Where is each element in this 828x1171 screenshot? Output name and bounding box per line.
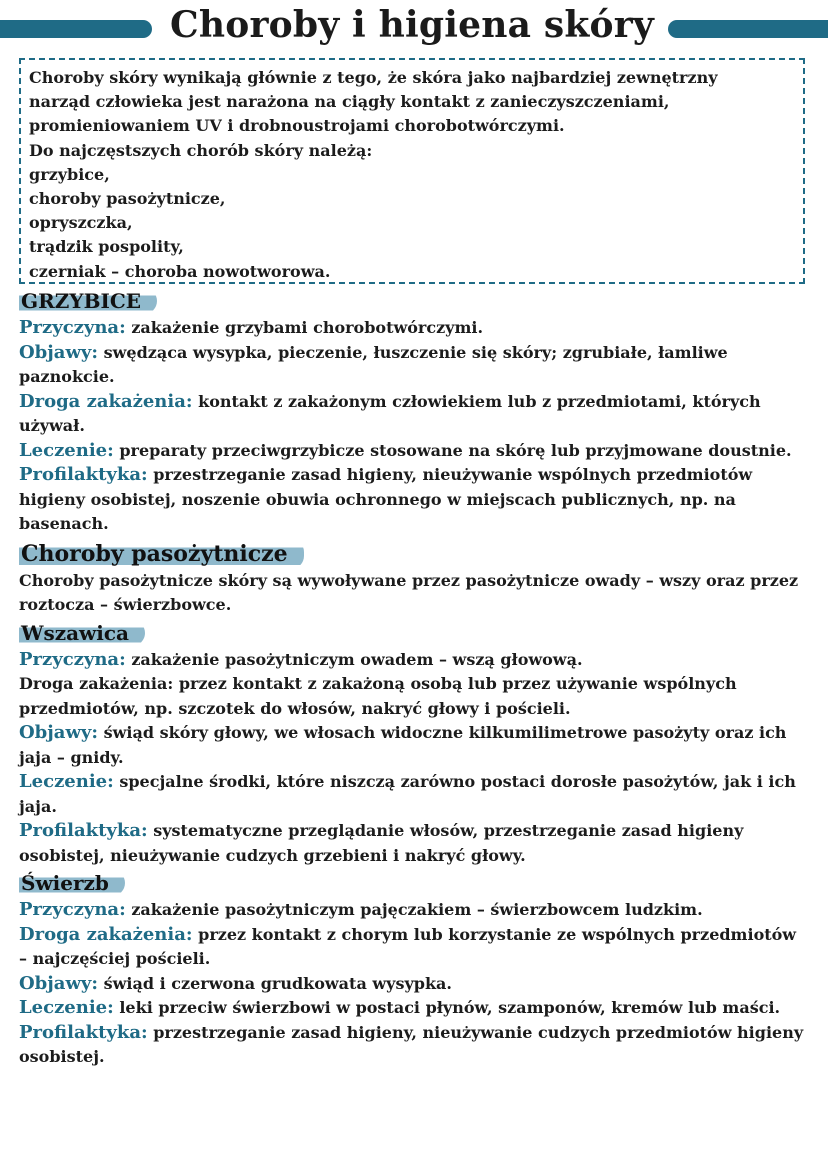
swierzb-droga bbox=[19, 923, 809, 972]
label: Objawy: bbox=[19, 722, 99, 743]
value: kontakt z zakażonym człowiekiem lub z przedmiotami, których używał. bbox=[19, 391, 761, 435]
value: przez kontakt z chorym lub korzystanie ze wspólnych przedmiotów – najczęściej pościeli. bbox=[19, 924, 797, 968]
value: zakażenie grzybami chorobotwórczymi. bbox=[131, 318, 484, 337]
intro-list-item: czerniak – choroba nowotworowa. bbox=[29, 261, 331, 281]
heading-text: Świerzb bbox=[19, 870, 125, 896]
wszawica-leczenie bbox=[19, 770, 809, 819]
wszawica-objawy bbox=[19, 721, 809, 770]
section-heading-wszawica bbox=[19, 620, 809, 646]
label: Przyczyna: bbox=[19, 648, 126, 670]
grzybice-droga bbox=[19, 390, 809, 439]
heading-text: Choroby pasożytnicze bbox=[19, 539, 304, 569]
value: preparaty przeciwgrzybicze stosowane na skórę lub przyjmowane doustnie. bbox=[119, 440, 792, 460]
value: specjalne środki, które niszczą zarówno postaci dorosłe pasożytów, jak i ich jaja. bbox=[19, 772, 796, 816]
section-heading-grzybice bbox=[19, 288, 809, 314]
intro-line: Do najczęstszych chorób skóry należą: bbox=[29, 140, 373, 160]
label: Leczenie: bbox=[19, 997, 114, 1018]
main-content bbox=[19, 288, 809, 1070]
intro-list-item: opryszczka, bbox=[29, 213, 133, 233]
label: Droga zakażenia: bbox=[19, 390, 193, 412]
value: świąd i czerwona grudkowata wysypka. bbox=[103, 973, 452, 993]
value: leki przeciw świerzbowi w postaci płynów, szamponów, kremów lub maści. bbox=[119, 998, 781, 1017]
pasozytnicze-text: Choroby pasożytnicze skóry są wywoływane przez pasożytnicze owady – wszy oraz przez roztocza – świerzbowce. bbox=[19, 570, 799, 614]
value: przestrzeganie zasad higieny, nieużywanie wspólnych przedmiotów higieny osobistej, noszenie obuwia ochronnego w miejscach publicznych, np. na basenach. bbox=[19, 465, 753, 533]
label: Profilaktyka: bbox=[19, 1021, 148, 1043]
label: Droga zakażenia: bbox=[19, 923, 193, 945]
intro-line: promieniowaniem UV i drobnoustrojami chorobotwórczymi. bbox=[29, 116, 565, 136]
section-heading-swierzb bbox=[19, 870, 809, 896]
label: Przyczyna: bbox=[19, 317, 126, 338]
grzybice-profilaktyka bbox=[19, 463, 809, 537]
value: systematyczne przeglądanie włosów, przestrzeganie zasad higieny osobistej, nieużywanie cudzych grzebieni i nakryć głowy. bbox=[19, 821, 744, 865]
intro-line: Choroby skóry wynikają głównie z tego, że skóra jako najbardziej zewnętrzny bbox=[29, 68, 718, 87]
intro-line: narząd człowieka jest narażona na ciągły kontakt z zanieczyszczeniami, bbox=[29, 92, 670, 112]
value: zakażenie pasożytniczym owadem – wszą głowową. bbox=[131, 649, 583, 669]
label: Objawy: bbox=[19, 341, 99, 363]
value: swędząca wysypka, pieczenie, łuszczenie się skóry; zgrubiałe, łamliwe paznokcie. bbox=[19, 342, 728, 386]
label: Objawy: bbox=[19, 972, 99, 994]
heading-text: Wszawica bbox=[19, 620, 145, 646]
swierzb-profilaktyka bbox=[19, 1021, 809, 1070]
value: zakażenie pasożytniczym pajęczakiem – świerzbowcem ludzkim. bbox=[131, 900, 703, 919]
title-bar-left bbox=[0, 20, 152, 38]
label: Profilaktyka: bbox=[19, 464, 148, 485]
label: Leczenie: bbox=[19, 771, 114, 792]
label: Leczenie: bbox=[19, 439, 114, 461]
wszawica-profilaktyka bbox=[19, 819, 809, 868]
value: przestrzeganie zasad higieny, nieużywanie cudzych przedmiotów higieny osobistej. bbox=[19, 1022, 804, 1066]
swierzb-leczenie bbox=[19, 996, 809, 1021]
heading-text: GRZYBICE bbox=[19, 288, 157, 314]
swierzb-objawy bbox=[19, 972, 809, 997]
intro-box bbox=[19, 58, 805, 284]
grzybice-objawy bbox=[19, 341, 809, 390]
intro-list-item: choroby pasożytnicze, bbox=[29, 189, 226, 209]
grzybice-przyczyna bbox=[19, 316, 809, 341]
wszawica-przyczyna bbox=[19, 648, 809, 673]
intro-list-item: trądzik pospolity, bbox=[29, 237, 184, 257]
label: Przyczyna: bbox=[19, 899, 126, 920]
grzybice-leczenie bbox=[19, 439, 809, 464]
title-bar-right bbox=[668, 20, 828, 38]
wszawica-droga: Droga zakażenia: przez kontakt z zakażoną osobą lub przez używanie wspólnych przedmiotów, np. szczotek do włosów, nakryć głowy i pościeli. bbox=[19, 674, 737, 718]
section-heading-pasozytnicze bbox=[19, 539, 809, 569]
page-title: Choroby i higiena skóry bbox=[170, 4, 654, 46]
label: Profilaktyka: bbox=[19, 820, 148, 841]
title-row bbox=[0, 4, 828, 52]
value: świąd skóry głowy, we włosach widoczne kilkumilimetrowe pasożyty oraz ich jaja – gnidy. bbox=[19, 723, 787, 767]
intro-list-item: grzybice, bbox=[29, 164, 110, 184]
swierzb-przyczyna bbox=[19, 898, 809, 923]
